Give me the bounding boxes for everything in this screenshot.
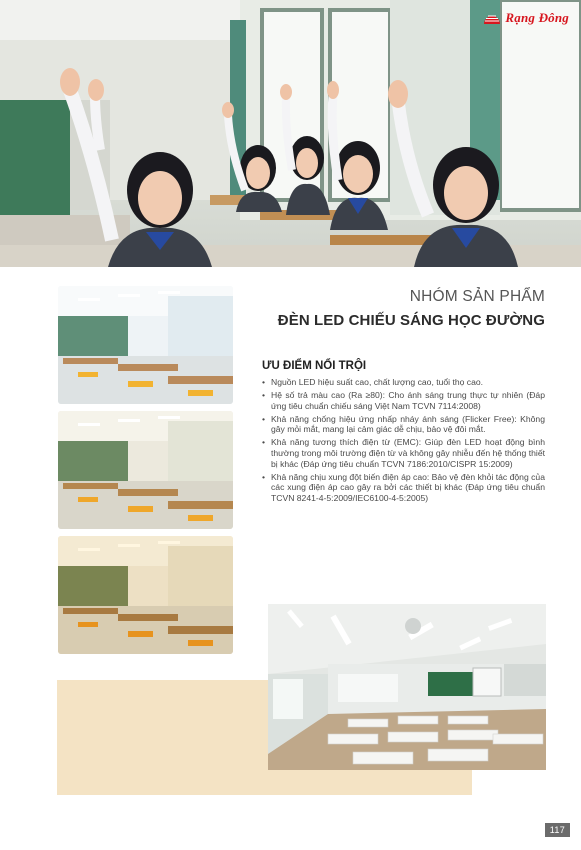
- classroom-neutral-light-photo: [58, 411, 233, 529]
- advantages-title: ƯU ĐIỂM NỔI TRỘI: [262, 360, 367, 372]
- list-item: • Khả năng tương thích điện từ (EMC): Giúp đèn LED hoạt động bình thường trong môi trường điện từ và không gây nhiễu đến hệ thống thiết bị khác (Đáp ứng tiêu chuẩn TCVN 7186:2010/CISPR 15:2009): [262, 437, 545, 469]
- page-number: 117: [545, 823, 570, 837]
- classroom-cool-light-photo: [58, 286, 233, 404]
- thumbnail-cool-light: [58, 286, 233, 404]
- classroom-led-render-photo: [268, 604, 546, 770]
- list-item: • Khả năng chịu xung đột biến điện áp cao: Bảo vệ đèn khỏi tác động của các xung điện áp cao gây ra bởi các thiết bị khác (Đáp ứng tiêu chuẩn TCVN 8241-4-5:2009/IEC6100-4-5:2005): [262, 472, 545, 504]
- list-item: • Hệ số trả màu cao (Ra ≥80): Cho ánh sáng trung thực tự nhiên (Đáp ứng tiêu chuẩn chiếu sáng Việt Nam TCVN 7114:2008): [262, 390, 545, 411]
- hero-photo: [0, 0, 581, 267]
- students-raising-hands-photo: [0, 0, 581, 267]
- advantages-list: [262, 377, 545, 506]
- sun-logo-icon: [483, 11, 501, 25]
- brand-name: Rạng Đông: [505, 10, 569, 25]
- classroom-render: [268, 604, 546, 770]
- product-group-title: ĐÈN LED CHIẾU SÁNG HỌC ĐƯỜNG: [277, 312, 545, 329]
- thumbnail-warm-light: [58, 536, 233, 654]
- brand-logo: [483, 10, 569, 26]
- thumbnail-neutral-light: [58, 411, 233, 529]
- product-group-label: NHÓM SẢN PHẨM: [409, 288, 545, 305]
- classroom-warm-light-photo: [58, 536, 233, 654]
- list-item: • Khả năng chống hiệu ứng nhấp nháy ánh sáng (Flicker Free): Không gây mỏi mắt, mang lại cảm giác dễ chịu, bảo vệ đôi mắt.: [262, 414, 545, 435]
- list-item: • Nguồn LED hiệu suất cao, chất lượng cao, tuổi thọ cao.: [262, 377, 545, 388]
